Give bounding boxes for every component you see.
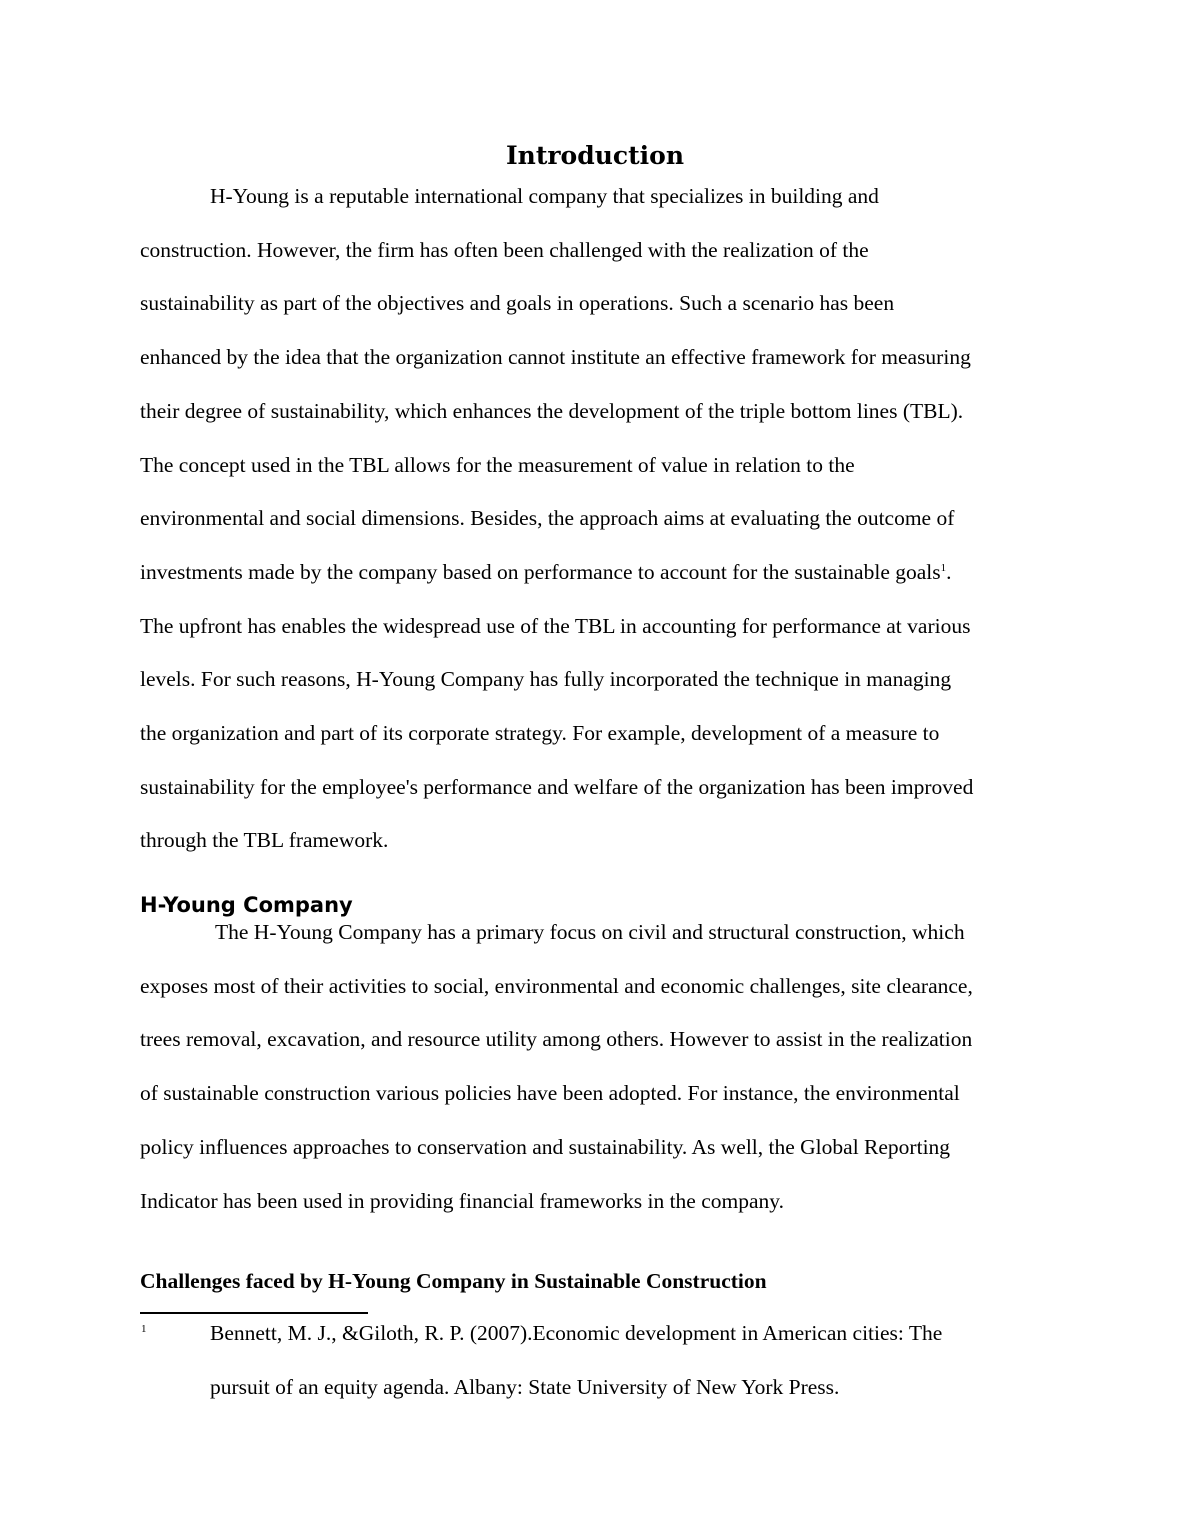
section-heading-company: H-Young Company — [140, 893, 353, 917]
text-segment: . — [946, 559, 952, 584]
text-line: enhanced by the idea that the organization cannot institute an effective framework for measuring — [140, 345, 971, 370]
text-line: trees removal, excavation, and resource utility among others. However to assist in the realization — [140, 1027, 973, 1052]
page-title: Introduction — [505, 141, 685, 170]
text-line: through the TBL framework. — [140, 828, 389, 853]
text-line: sustainability as part of the objectives and goals in operations. Such a scenario has been — [140, 291, 895, 316]
intro-paragraph — [140, 170, 1050, 868]
footnote-line: Bennett, M. J., &Giloth, R. P. (2007).Economic development in American cities: The — [210, 1321, 943, 1345]
document-page — [140, 130, 1050, 1293]
text-line: construction. However, the firm has often been challenged with the realization of the — [140, 237, 869, 262]
text-line: levels. For such reasons, H-Young Company has fully incorporated the technique in managing — [140, 667, 952, 692]
footnote-reference[interactable]: 1 — [940, 561, 947, 574]
text-line: their degree of sustainability, which enhances the development of the triple bottom lines (TBL). — [140, 398, 964, 423]
text-line: sustainability for the employee's performance and welfare of the organization has been improved — [140, 774, 974, 799]
footnote-text — [210, 1307, 1040, 1414]
company-paragraph — [140, 906, 1050, 1228]
text-line: the organization and part of its corporate strategy. For example, development of a measure to — [140, 721, 940, 746]
section-heading-challenges: Challenges faced by H-Young Company in Sustainable Construction — [140, 1269, 767, 1293]
text-line-with-footnote — [140, 546, 1050, 600]
text-line: exposes most of their activities to social, environmental and economic challenges, site clearance, — [140, 973, 973, 998]
text-line: policy influences approaches to conservation and sustainability. As well, the Global Reporting — [140, 1134, 951, 1159]
text-line: The H-Young Company has a primary focus on civil and structural construction, which — [215, 920, 965, 944]
text-line: of sustainable construction various policies have been adopted. For instance, the environmental — [140, 1081, 960, 1106]
text-segment: investments made by the company based on performance to account for the sustainable goals — [140, 559, 941, 584]
footnote-line: pursuit of an equity agenda. Albany: State University of New York Press. — [210, 1374, 840, 1399]
text-line: The concept used in the TBL allows for the measurement of value in relation to the — [140, 452, 855, 477]
text-line: H-Young is a reputable international company that specializes in building and — [210, 184, 879, 208]
text-line: Indicator has been used in providing financial frameworks in the company. — [140, 1188, 785, 1213]
text-line: The upfront has enables the widespread use of the TBL in accounting for performance at various — [140, 613, 971, 638]
text-line: environmental and social dimensions. Besides, the approach aims at evaluating the outcome of — [140, 506, 955, 531]
footnote-mark: 1 — [141, 1323, 147, 1335]
